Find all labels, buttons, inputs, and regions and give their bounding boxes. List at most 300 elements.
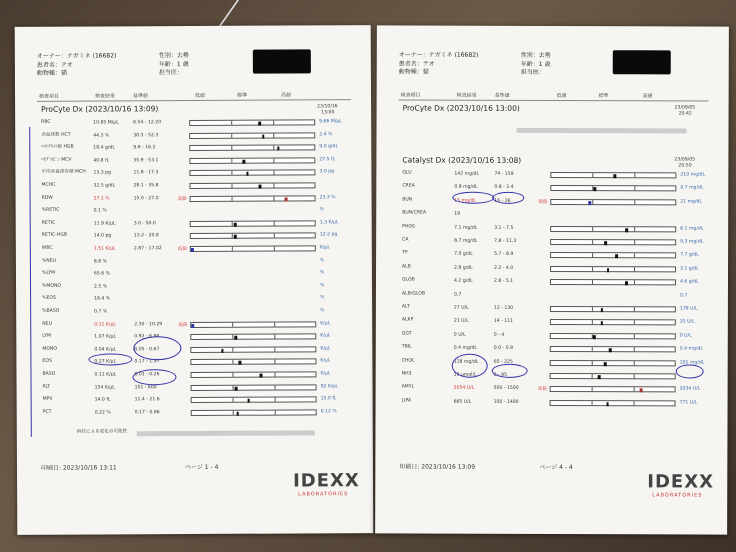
- col-item: 検査項目: [39, 93, 60, 100]
- table-row: [15, 117, 371, 131]
- test-value: 19: [454, 211, 461, 217]
- test-value: 0.11 K/µL: [94, 322, 116, 328]
- reference-range: 30.3 - 52.3: [133, 132, 159, 138]
- reference-range: 3.1 - 7.5: [494, 225, 514, 231]
- test-name: %NEU: [41, 258, 56, 264]
- test-value: 27 U/L: [453, 305, 469, 311]
- previous-value: 27.5 fL: [319, 157, 336, 163]
- test-value: 7.1 mg/dL: [454, 225, 478, 231]
- test-value: 118 mg/dL: [453, 359, 479, 365]
- table-row: [15, 180, 371, 194]
- reference-range: 2.2 - 4.0: [494, 265, 514, 271]
- test-name: %EOS: [42, 296, 56, 302]
- table-row: [376, 357, 728, 370]
- reference-range: 0.05 - 0.67: [134, 346, 160, 353]
- range-marker: [625, 281, 628, 285]
- range-marker: [234, 235, 237, 239]
- range-bar: [550, 185, 676, 191]
- range-marker: [247, 399, 250, 403]
- idexx-logo: IDEXX: [292, 470, 360, 492]
- range-marker: [235, 386, 238, 390]
- range-marker: [259, 185, 262, 189]
- previous-value: 9.3 mg/dL: [680, 239, 704, 245]
- test-value: 1.51 K/µL: [93, 246, 116, 252]
- test-value: 8.8 %: [93, 259, 108, 265]
- previous-value: 0.7: [679, 293, 688, 299]
- table-row: [376, 397, 728, 410]
- table-row: [17, 394, 373, 408]
- range-marker: [626, 228, 629, 232]
- range-marker: [262, 134, 265, 138]
- previous-value: 21 mg/dL: [680, 199, 703, 205]
- test-name: PCT: [42, 409, 52, 415]
- reference-range: 11.8 - 17.3: [133, 170, 159, 176]
- range-marker: [604, 241, 607, 245]
- test-value: 2.8 g/dL: [454, 265, 473, 271]
- patient-label: 患者名：: [36, 61, 61, 69]
- test-name: CA: [402, 237, 409, 243]
- range-bar: [550, 266, 676, 272]
- pen-circle: [133, 336, 181, 360]
- age-value: 1 歳: [176, 60, 189, 68]
- previous-value: 9.0 g/dL: [319, 144, 339, 150]
- table-row: [376, 344, 728, 357]
- previous-value: 15.0 fL: [320, 396, 337, 402]
- range-bar: [191, 397, 317, 404]
- range-marker: [246, 172, 249, 176]
- footnote: 病状による変化の可能性: [76, 429, 128, 435]
- analyzer-title-2: Catalyst Dx (2023/10/16 13:08): [402, 155, 522, 165]
- range-marker: [258, 122, 261, 126]
- range-bar: [550, 319, 676, 325]
- header-right: [521, 52, 551, 78]
- range-marker: [593, 188, 596, 192]
- range-marker: [236, 412, 239, 416]
- previous-value: 0 U/L: [679, 333, 692, 339]
- test-name: %BASO: [42, 308, 60, 314]
- range-marker: [616, 255, 619, 259]
- reference-range: 74 - 159: [494, 171, 514, 177]
- sex-label: 性別：: [520, 51, 539, 59]
- range-marker: [285, 197, 288, 201]
- results-table: [15, 117, 371, 416]
- page-number: ページ 4 - 4: [539, 463, 573, 472]
- test-name: WBC: [41, 245, 53, 251]
- patient-value: テオ: [422, 60, 435, 68]
- reference-range: 11.4 - 21.6: [134, 397, 160, 403]
- table-row: [376, 210, 728, 223]
- reference-range: 151 - 600: [134, 384, 157, 390]
- col-std: 標準: [237, 92, 248, 99]
- previous-value: 23.3 %: [319, 194, 336, 200]
- col-item: 検査項目: [400, 92, 421, 99]
- reference-range: 35.9 - 53.1: [133, 157, 159, 164]
- test-value: 16 µmol/L: [453, 372, 477, 378]
- reference-range: 2.8 - 5.1: [493, 278, 514, 285]
- range-marker: [606, 402, 609, 406]
- previous-value: K/µL: [320, 346, 331, 352]
- date-1: 23/09/05: [674, 105, 696, 111]
- range-bar: [550, 279, 676, 285]
- range-bar: [189, 182, 315, 189]
- range-bar: [189, 170, 315, 177]
- range-marker: [598, 375, 601, 379]
- species-label: 動物種：: [36, 69, 61, 77]
- table-row: [16, 306, 372, 320]
- previous-value: 178 U/L: [679, 306, 698, 312]
- previous-value: 0.7 mg/dL: [680, 185, 704, 191]
- range-bar: [550, 386, 676, 392]
- reference-range: 0.17 - 0.86: [134, 409, 160, 416]
- doctor-label: 担当医：: [520, 68, 545, 76]
- owner-value: ナガミネ (16682): [428, 51, 479, 59]
- range-bar: [550, 346, 676, 352]
- test-value: 44.3 %: [93, 133, 110, 139]
- range-bar: [190, 371, 316, 378]
- table-row: [16, 230, 372, 244]
- time-1: 20:42: [678, 111, 692, 117]
- reference-range: 2.87 - 17.02: [133, 246, 162, 252]
- reference-range: 0.01 - 0.26: [134, 372, 160, 378]
- range-bar: [550, 333, 676, 339]
- previous-value: 771 U/L: [679, 400, 698, 406]
- shade-bar: [137, 430, 315, 436]
- reference-range: 9.8 - 16.2: [133, 145, 156, 151]
- owner-label: オーナー：: [398, 51, 429, 59]
- range-marker: [234, 223, 237, 227]
- test-name: ﾍﾓｸﾞﾛﾋﾞﾝ MCV: [41, 157, 72, 163]
- previous-value: 0.12 %: [320, 409, 337, 415]
- test-name: PLT: [42, 384, 51, 390]
- reference-range: 0 - 95: [493, 372, 508, 378]
- reference-range: 6.54 - 12.20: [133, 120, 162, 126]
- table-row: [376, 169, 728, 182]
- range-marker: [600, 308, 603, 312]
- col-low: 低値: [195, 92, 206, 99]
- col-high: 高値: [642, 93, 653, 100]
- test-value: 14.0 fL: [94, 397, 111, 403]
- flag-label: 低値: [178, 322, 188, 328]
- age-value: 1 歳: [538, 60, 551, 68]
- range-marker: [604, 362, 607, 366]
- page-number: ページ 1 - 4: [184, 463, 219, 472]
- divider: [37, 99, 351, 102]
- range-bar: [189, 145, 315, 152]
- patient-value: テオ: [60, 61, 73, 69]
- test-name: BASO: [42, 371, 56, 377]
- previous-value: K/µL: [320, 320, 331, 326]
- time-2: 20:50: [678, 163, 692, 169]
- analyzer-title-1: ProCyte Dx (2023/10/16 13:00): [402, 103, 520, 113]
- date-top: 23/10/16: [317, 104, 338, 110]
- sex-value: 去勢: [538, 51, 551, 59]
- owner-value: ナガミネ (16682): [66, 52, 117, 60]
- col-high: 高値: [281, 92, 292, 99]
- test-value: 665 U/L: [453, 399, 472, 405]
- redaction-block: [613, 50, 671, 74]
- flag-label: 低値: [177, 247, 188, 253]
- range-marker: [607, 268, 610, 272]
- range-marker: [277, 147, 280, 151]
- reference-range: 0.8 - 2.4: [494, 185, 514, 191]
- test-value: 0.1 %: [93, 208, 107, 214]
- table-row: [15, 130, 371, 144]
- col-result: 検査結果: [456, 92, 477, 99]
- range-bar: [550, 252, 676, 258]
- previous-value: 0.4 mg/dL: [679, 346, 703, 352]
- pen-circle: [676, 364, 704, 378]
- test-name: EOS: [42, 359, 52, 365]
- test-name: GGT: [401, 331, 412, 337]
- table-row: [16, 243, 372, 257]
- previous-value: K/µL: [319, 245, 330, 251]
- test-name: PHOS: [402, 224, 415, 230]
- range-bar: [550, 360, 676, 366]
- test-name: GLU: [402, 170, 412, 176]
- test-name: %MONO: [42, 283, 62, 289]
- table-row: [16, 193, 372, 207]
- header-left: [37, 52, 117, 78]
- table-row: [376, 183, 728, 196]
- test-value: 0.27 K/µL: [94, 359, 117, 365]
- test-name: %RETIC: [41, 207, 60, 213]
- test-value: 14.0 pg: [93, 233, 112, 239]
- previous-value: 210 mg/dL: [680, 172, 706, 178]
- test-value: 21 U/L: [453, 319, 469, 325]
- table-row: [16, 268, 372, 282]
- test-value: 1.07 K/µL: [94, 334, 117, 340]
- table-row: [16, 369, 372, 383]
- species-label: 動物種：: [398, 68, 423, 76]
- test-name: NH3: [401, 371, 412, 377]
- test-name: 赤血球数 HCT: [41, 132, 71, 138]
- test-value: 0.4 mg/dL: [453, 345, 477, 351]
- test-value: 10.85 M/µL: [93, 120, 119, 126]
- test-name: ALB: [402, 264, 411, 270]
- previous-value: 92 K/µL: [320, 383, 338, 389]
- table-row: [16, 256, 372, 270]
- reference-range: 15.0 - 27.0: [133, 195, 159, 201]
- patient-label: 患者名：: [398, 59, 423, 68]
- reference-range: 14 - 111: [493, 319, 514, 325]
- table-row: [376, 290, 728, 303]
- previous-value: 1.3 K/µL: [319, 220, 339, 226]
- analyzer-title: ProCyte Dx (2023/10/16 13:09): [41, 104, 159, 114]
- range-marker: [235, 336, 238, 340]
- reference-range: 28.1 - 35.8: [133, 183, 159, 189]
- test-value: 0.7 %: [94, 309, 108, 315]
- test-name: TP: [402, 250, 408, 256]
- age-label: 年齢：: [520, 60, 539, 68]
- reference-range: 0 - 4: [493, 332, 505, 338]
- test-value: 18.4 g/dL: [93, 145, 115, 151]
- range-bar: [189, 119, 315, 126]
- previous-value: 3.1 g/dL: [680, 266, 699, 272]
- range-bar: [550, 373, 676, 379]
- table-row: [376, 250, 728, 263]
- previous-value: K/µL: [320, 358, 331, 364]
- col-low: 低値: [556, 93, 567, 100]
- range-marker: [191, 248, 194, 252]
- previous-value: 4.6 g/dL: [679, 279, 699, 285]
- range-marker: [593, 335, 596, 339]
- range-bar: [190, 334, 316, 341]
- col-result: 検査結果: [95, 93, 116, 100]
- test-name: GLOB: [401, 277, 415, 283]
- range-bar: [550, 226, 676, 232]
- test-value: 7.0 g/dL: [454, 252, 473, 258]
- species-value: 猫: [422, 68, 429, 76]
- table-row: [16, 293, 372, 307]
- range-marker: [221, 349, 224, 353]
- table-row: [16, 218, 372, 232]
- table-row: [376, 384, 728, 397]
- previous-value: 25 U/L: [679, 319, 695, 325]
- table-row: [376, 236, 728, 249]
- reference-range: 100 - 1400: [493, 399, 519, 405]
- reference-range: 16 - 36: [494, 198, 511, 204]
- previous-value: 3.0 pg: [319, 169, 335, 175]
- test-value: 154 K/µL: [94, 385, 115, 391]
- range-marker: [613, 174, 616, 178]
- reference-range: 7.8 - 11.3: [494, 238, 517, 244]
- reference-range: 13.2 - 20.8: [133, 233, 159, 239]
- previous-value: 101 mg/dL: [679, 360, 705, 366]
- test-name: CHOL: [401, 358, 415, 364]
- range-bar: [190, 195, 316, 202]
- range-marker: [600, 322, 603, 326]
- test-name: BUN/CREA: [402, 210, 427, 216]
- test-name: RBC: [41, 119, 51, 125]
- table-row: [17, 407, 373, 421]
- test-value: 0.22 %: [94, 410, 111, 416]
- range-bar: [191, 409, 317, 416]
- reference-range: 0.92 - 6.88: [134, 334, 160, 340]
- test-name: LYM: [42, 333, 52, 339]
- pen-circle: [492, 192, 524, 204]
- test-name: MCHC: [41, 182, 56, 188]
- previous-value: 7.7 g/dL: [680, 252, 699, 258]
- table-row: [16, 281, 372, 295]
- test-name: NEU: [42, 321, 52, 327]
- range-bar: [550, 172, 676, 178]
- test-name: RDW: [41, 195, 53, 201]
- reference-range: 12 - 130: [493, 305, 514, 311]
- test-name: %LYM: [41, 270, 56, 276]
- test-value: 0 U/L: [453, 332, 466, 338]
- test-value: 13.3 pg: [93, 170, 111, 176]
- test-name: BUN: [402, 197, 413, 203]
- test-value: 0.11 K/µL: [94, 372, 117, 378]
- test-name: LIPA: [401, 398, 412, 404]
- shade-bar: [517, 128, 687, 134]
- range-marker: [242, 160, 245, 164]
- range-bar: [550, 400, 676, 406]
- range-bar: [190, 321, 316, 328]
- test-value: 2054 U/L: [453, 386, 475, 392]
- idexx-logo-sub: LABORATORIES: [298, 491, 349, 498]
- previous-value: %: [320, 308, 325, 314]
- pen-circle: [452, 192, 494, 204]
- species-value: 猫: [60, 69, 67, 77]
- header-right: [159, 52, 189, 78]
- test-value: 2.5 %: [94, 284, 108, 290]
- previous-value: 6.1 mg/dL: [680, 226, 704, 232]
- test-name: RETIC: [41, 220, 56, 226]
- test-value: 18.4 %: [94, 296, 111, 302]
- print-date: 印刷日: 2023/10/16 13:11: [40, 464, 117, 472]
- report-page-2: [375, 25, 729, 534]
- test-value: 0.04 K/µL: [94, 347, 117, 353]
- sex-value: 去勢: [176, 52, 189, 60]
- reference-range: 2.30 - 10.29: [134, 321, 163, 327]
- previous-value: 9.66 M/µL: [319, 119, 342, 125]
- reference-range: 5.7 - 8.9: [494, 252, 514, 258]
- previous-value: 2.4 %: [319, 131, 333, 137]
- table-row: [376, 223, 728, 236]
- previous-value: K/µL: [320, 371, 331, 377]
- header-left: [399, 51, 479, 77]
- table-row: [376, 277, 728, 290]
- previous-value: K/µL: [320, 333, 331, 339]
- test-value: 4.2 g/dL: [453, 278, 473, 284]
- doctor-label: 担当医：: [158, 69, 183, 77]
- test-name: ﾍﾏﾄｸﾘｯﾄ値 HGB: [41, 144, 74, 150]
- test-name: 平均赤血球容積 MCH: [41, 169, 86, 176]
- sex-label: 性別：: [158, 52, 177, 60]
- reference-range: 0.17 - 1.57: [134, 359, 160, 365]
- table-row: [16, 356, 372, 370]
- table-row: [376, 317, 728, 330]
- table-row: [16, 344, 372, 358]
- redaction-block: [253, 49, 311, 73]
- report-page-1: [15, 25, 374, 535]
- test-name: MONO: [42, 346, 58, 352]
- date-2: 23/09/05: [674, 157, 696, 163]
- col-ref: 基準値: [133, 93, 149, 100]
- owner-label: オーナー：: [36, 52, 67, 60]
- pen-circle: [492, 364, 528, 378]
- range-marker: [588, 201, 591, 205]
- table-row: [17, 382, 373, 396]
- flag-label: 高値: [177, 196, 187, 202]
- range-bar: [190, 346, 316, 353]
- test-name: MPV: [42, 396, 53, 402]
- test-value: 142 mg/dL: [454, 171, 480, 177]
- table-row: [376, 330, 728, 343]
- table-row: [376, 303, 728, 316]
- previous-value: 12.2 pg: [319, 232, 338, 238]
- previous-value: %: [320, 283, 325, 289]
- range-bar: [550, 199, 676, 205]
- range-marker: [640, 389, 643, 393]
- range-marker: [260, 374, 263, 378]
- table-row: [15, 142, 371, 156]
- range-bar: [550, 306, 676, 312]
- test-name: CREA: [402, 183, 415, 189]
- divider: [399, 99, 709, 101]
- previous-value: 2034 U/L: [679, 386, 701, 392]
- pen-circle: [452, 354, 488, 378]
- reference-range: 3.0 - 50.0: [133, 220, 156, 227]
- time-top: 13:00: [321, 110, 335, 116]
- age-label: 年齢：: [158, 60, 177, 68]
- reference-range: 65 - 225: [493, 359, 513, 365]
- previous-value: %: [319, 257, 325, 263]
- range-bar: [190, 245, 316, 252]
- results-table: [376, 169, 728, 406]
- test-name: ALKP: [401, 317, 414, 323]
